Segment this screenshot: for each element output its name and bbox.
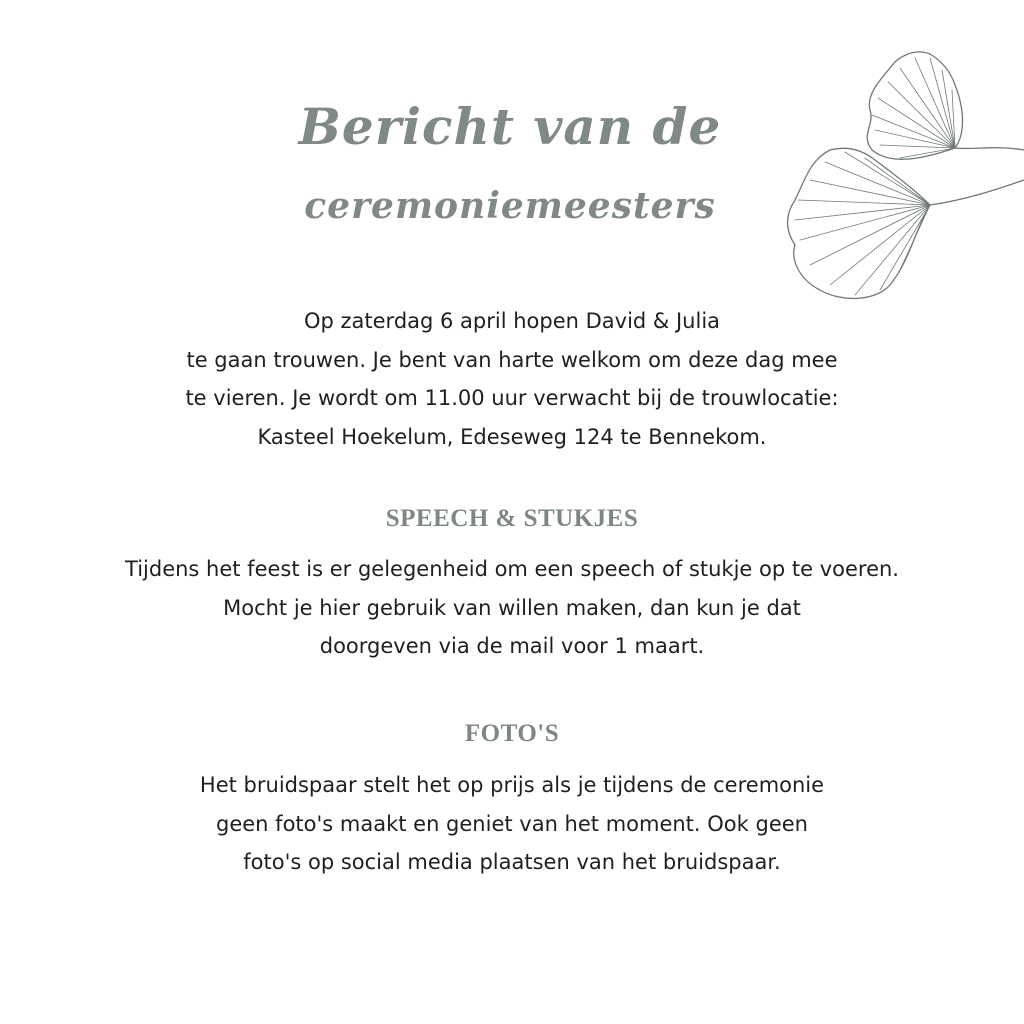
intro-line: Op zaterdag 6 april hopen David & Julia [303,309,721,333]
intro-line: Kasteel Hoekelum, Edeseweg 124 te Bennekom. [257,424,767,449]
intro-paragraph [60,302,964,456]
speech-line: Mocht je hier gebruik van willen maken, dan kun je dat [223,595,801,620]
speech-line: Tijdens het feest is er gelegenheid om een speech of stukje op te voeren. [125,557,899,581]
intro-line: te gaan trouwen. Je bent van harte welkom om deze dag mee [186,347,838,372]
fotos-line: Het bruidspaar stelt het op prijs als je tijdens de ceremonie [199,773,825,797]
intro-line: te vieren. Je wordt om 11.00 uur verwacht bij de trouwlocatie: [185,386,839,410]
speech-line: doorgeven via de mail voor 1 maart. [319,634,705,658]
fotos-line: foto's op social media plaatsen van het bruidspaar. [243,850,781,874]
card-title-line-1: Bericht van de [298,97,722,156]
card-title-line-2: ceremoniemeesters [304,185,716,227]
fotos-heading: FOTO'S [464,720,560,747]
speech-heading: SPEECH & STUKJES [385,505,639,532]
fotos-line: geen foto's maakt en geniet van het moment. Ook geen [216,811,808,836]
fotos-paragraph [60,766,964,882]
ginkgo-leaf-icon [780,40,1024,310]
speech-paragraph [60,550,964,666]
